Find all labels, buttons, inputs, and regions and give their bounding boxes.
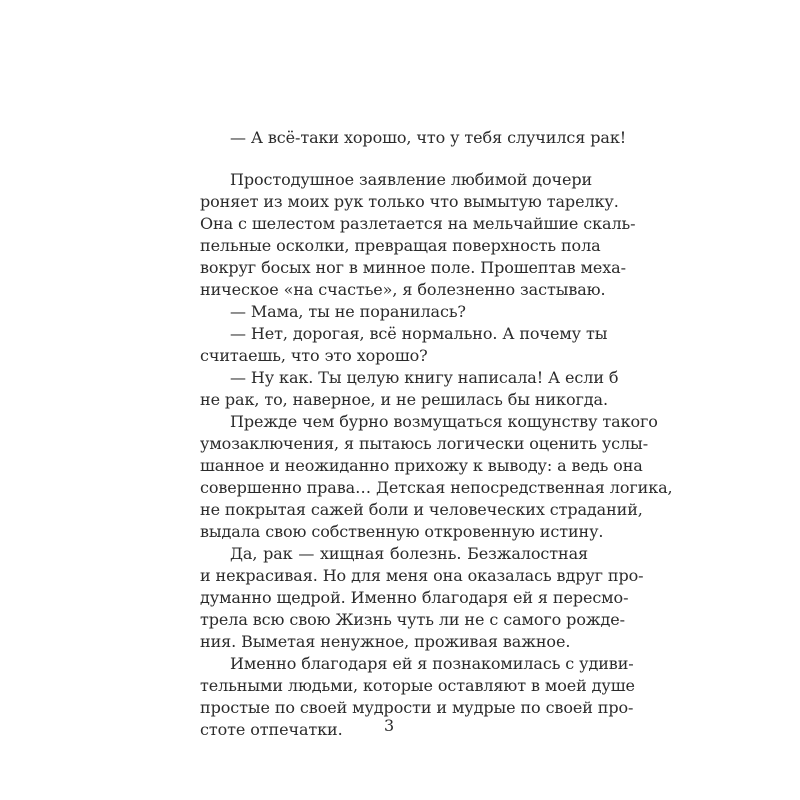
- text-line: не покрытая сажей боли и человеческих страданий,: [200, 500, 643, 519]
- text-line: Она с шелестом разлетается на мельчайшие скаль-: [200, 214, 636, 233]
- text-line: — А всё-таки хорошо, что у тебя случился рак!: [230, 128, 627, 147]
- page-number: 3: [384, 716, 395, 735]
- text-line: ния. Выметая ненужное, проживая важное.: [200, 632, 571, 651]
- text-line: Именно благодаря ей я познакомилась с удиви-: [230, 654, 634, 673]
- text-line: совершенно права… Детская непосредственная логика,: [200, 478, 673, 497]
- text-line: трела всю свою Жизнь чуть ли не с самого рожде-: [200, 610, 625, 629]
- text-line: роняет из моих рук только что вымытую тарелку.: [200, 192, 619, 211]
- text-line: вокруг босых ног в минное поле. Прошептав меха-: [200, 258, 626, 277]
- text-line: не рак, то, наверное, и не решилась бы никогда.: [200, 390, 608, 409]
- text-line: шанное и неожиданно прихожу к выводу: а ведь она: [200, 456, 643, 475]
- text-line: — Нет, дорогая, всё нормально. А почему ты: [230, 324, 608, 343]
- text-line: — Ну как. Ты целую книгу написала! А если б: [230, 368, 619, 387]
- text-line: стоте отпечатки.: [200, 720, 343, 739]
- text-line: Прежде чем бурно возмущаться кощунству такого: [230, 412, 658, 431]
- text-line: простые по своей мудрости и мудрые по своей про-: [200, 698, 634, 717]
- text-line: ническое «на счастье», я болезненно застываю.: [200, 280, 606, 299]
- text-line: — Мама, ты не поранилась?: [230, 302, 466, 321]
- text-line: считаешь, что это хорошо?: [200, 346, 428, 365]
- text-line: выдала свою собственную откровенную истину.: [200, 522, 604, 541]
- text-line: Да, рак — хищная болезнь. Безжалостная: [230, 544, 588, 563]
- text-line: Простодушное заявление любимой дочери: [230, 170, 593, 189]
- text-line: тельными людьми, которые оставляют в моей душе: [200, 676, 635, 695]
- text-line: думанно щедрой. Именно благодаря ей я пересмо-: [200, 588, 629, 607]
- text-line: пельные осколки, превращая поверхность пола: [200, 236, 601, 255]
- text-line: умозаключения, я пытаюсь логически оценить услы-: [200, 434, 648, 453]
- text-line: и некрасивая. Но для меня она оказалась вдруг про-: [200, 566, 644, 585]
